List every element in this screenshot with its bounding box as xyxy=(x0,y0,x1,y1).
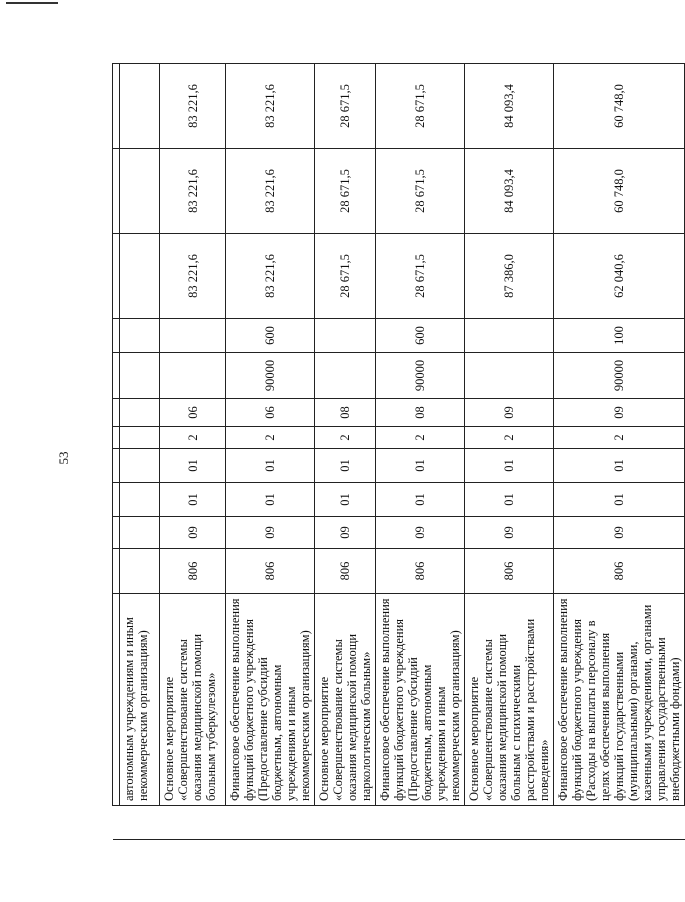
table-cell xyxy=(113,594,120,806)
table-cell xyxy=(465,806,554,840)
pr-cell: 01 xyxy=(554,483,685,517)
budget-table xyxy=(112,63,685,840)
csr-cell-3: 09 xyxy=(465,399,554,427)
amount-year-1: 62 040,6 xyxy=(554,234,685,319)
vr-cell: 100 xyxy=(554,319,685,353)
rz-cell: 09 xyxy=(554,517,685,549)
row-name: Основное мероприятие «Совершенствование системы оказания медицинской помощи наркологическим больным» xyxy=(315,594,376,806)
table-cell xyxy=(113,483,120,517)
vr-cell: 600 xyxy=(226,319,315,353)
vr-cell xyxy=(120,319,160,353)
csr-cell-1: 01 xyxy=(315,449,376,483)
table-cell xyxy=(315,806,376,840)
table-cell xyxy=(554,806,685,840)
csr-cell-1: 01 xyxy=(465,449,554,483)
rotated-page-content xyxy=(112,64,682,840)
rz-cell: 09 xyxy=(465,517,554,549)
rz-cell: 09 xyxy=(376,517,465,549)
top-rule xyxy=(6,2,58,4)
csr-cell-4 xyxy=(465,353,554,399)
table-cell xyxy=(113,449,120,483)
amount-year-2 xyxy=(120,149,160,234)
vr-cell xyxy=(160,319,226,353)
amount-year-3: 28 671,5 xyxy=(315,64,376,149)
table-row xyxy=(315,64,376,840)
rz-cell xyxy=(120,517,160,549)
vr-cell xyxy=(315,319,376,353)
csr-cell-2: 2 xyxy=(376,427,465,449)
amount-year-3: 28 671,5 xyxy=(376,64,465,149)
amount-year-1 xyxy=(120,234,160,319)
table-cell xyxy=(113,319,120,353)
csr-cell-3: 06 xyxy=(160,399,226,427)
table-cell xyxy=(113,806,120,840)
table-top-row xyxy=(113,64,120,840)
csr-cell-2: 2 xyxy=(315,427,376,449)
amount-year-2: 60 748,0 xyxy=(554,149,685,234)
table-cell xyxy=(160,806,226,840)
grbs-cell: 806 xyxy=(226,549,315,594)
csr-cell-3: 06 xyxy=(226,399,315,427)
grbs-cell: 806 xyxy=(554,549,685,594)
table-row xyxy=(226,64,315,840)
table-cell xyxy=(113,427,120,449)
table-row xyxy=(376,64,465,840)
table-cell xyxy=(113,517,120,549)
pr-cell: 01 xyxy=(226,483,315,517)
amount-year-3: 83 221,6 xyxy=(160,64,226,149)
table-cell xyxy=(120,806,160,840)
amount-year-1: 28 671,5 xyxy=(376,234,465,319)
amount-year-2: 28 671,5 xyxy=(315,149,376,234)
pr-cell xyxy=(120,483,160,517)
table-cell xyxy=(113,64,120,149)
csr-cell-4 xyxy=(315,353,376,399)
row-name: Финансовое обеспечение выполнения функций бюджетного учреждения (Предоставление субсидий бюджетным, автономным учреждениям и иным некоммерческим организациям) xyxy=(376,594,465,806)
csr-cell-1: 01 xyxy=(376,449,465,483)
csr-cell-2: 2 xyxy=(465,427,554,449)
amount-year-2: 84 093,4 xyxy=(465,149,554,234)
csr-cell-4 xyxy=(120,353,160,399)
row-name: Основное мероприятие «Совершенствование системы оказания медицинской помощи больным с психическими расстройствами и расстройствами поведения» xyxy=(465,594,554,806)
amount-year-3: 83 221,6 xyxy=(226,64,315,149)
csr-cell-1 xyxy=(120,449,160,483)
page-number: 53 xyxy=(56,451,71,465)
csr-cell-4: 90000 xyxy=(226,353,315,399)
grbs-cell: 806 xyxy=(315,549,376,594)
vr-cell: 600 xyxy=(376,319,465,353)
row-name: Финансовое обеспечение выполнения функций бюджетного учреждения (Предоставление субсидий бюджетным, автономным учреждениям и иным некоммерческим организациям) xyxy=(226,594,315,806)
amount-year-1: 83 221,6 xyxy=(160,234,226,319)
vr-cell xyxy=(465,319,554,353)
csr-cell-4: 90000 xyxy=(376,353,465,399)
csr-cell-4: 90000 xyxy=(554,353,685,399)
grbs-cell: 806 xyxy=(376,549,465,594)
pr-cell: 01 xyxy=(465,483,554,517)
csr-cell-2: 2 xyxy=(226,427,315,449)
amount-year-3: 84 093,4 xyxy=(465,64,554,149)
csr-cell-3 xyxy=(120,399,160,427)
row-name: Основное мероприятие «Совершенствование системы оказания медицинской помощи больным туберкулезом» xyxy=(160,594,226,806)
pr-cell: 01 xyxy=(315,483,376,517)
amount-year-1: 28 671,5 xyxy=(315,234,376,319)
table-cell xyxy=(113,399,120,427)
table-body xyxy=(113,64,685,840)
csr-cell-4 xyxy=(160,353,226,399)
table-row xyxy=(554,64,685,840)
csr-cell-2: 2 xyxy=(554,427,685,449)
amount-year-2: 83 221,6 xyxy=(160,149,226,234)
csr-cell-3: 08 xyxy=(315,399,376,427)
csr-cell-2 xyxy=(120,427,160,449)
amount-year-1: 87 386,0 xyxy=(465,234,554,319)
csr-cell-1: 01 xyxy=(160,449,226,483)
rotated-table-area xyxy=(112,64,682,840)
grbs-cell: 806 xyxy=(160,549,226,594)
amount-year-1: 83 221,6 xyxy=(226,234,315,319)
csr-cell-1: 01 xyxy=(226,449,315,483)
pr-cell: 01 xyxy=(376,483,465,517)
table-row xyxy=(120,64,160,840)
table-cell xyxy=(226,806,315,840)
pr-cell: 01 xyxy=(160,483,226,517)
row-name: автономным учреждениям и иным некоммерческим организациям) xyxy=(120,594,160,806)
table-cell xyxy=(113,549,120,594)
rz-cell: 09 xyxy=(226,517,315,549)
csr-cell-2: 2 xyxy=(160,427,226,449)
csr-cell-3: 09 xyxy=(554,399,685,427)
amount-year-3 xyxy=(120,64,160,149)
amount-year-2: 28 671,5 xyxy=(376,149,465,234)
table-row xyxy=(160,64,226,840)
grbs-cell: 806 xyxy=(465,549,554,594)
amount-year-3: 60 748,0 xyxy=(554,64,685,149)
csr-cell-3: 08 xyxy=(376,399,465,427)
rz-cell: 09 xyxy=(160,517,226,549)
table-cell xyxy=(113,234,120,319)
rz-cell: 09 xyxy=(315,517,376,549)
row-name: Финансовое обеспечение выполнения функций бюджетного учреждения (Расходы на выплаты персоналу в целях обеспечения выполнения функций государственными (муниципальными) органами, казенными учреждениями, органами управления государственными внебюджетными фондами) xyxy=(554,594,685,806)
table-cell xyxy=(113,149,120,234)
csr-cell-1: 01 xyxy=(554,449,685,483)
grbs-cell xyxy=(120,549,160,594)
table-cell xyxy=(113,353,120,399)
amount-year-2: 83 221,6 xyxy=(226,149,315,234)
table-cell xyxy=(376,806,465,840)
table-row xyxy=(465,64,554,840)
